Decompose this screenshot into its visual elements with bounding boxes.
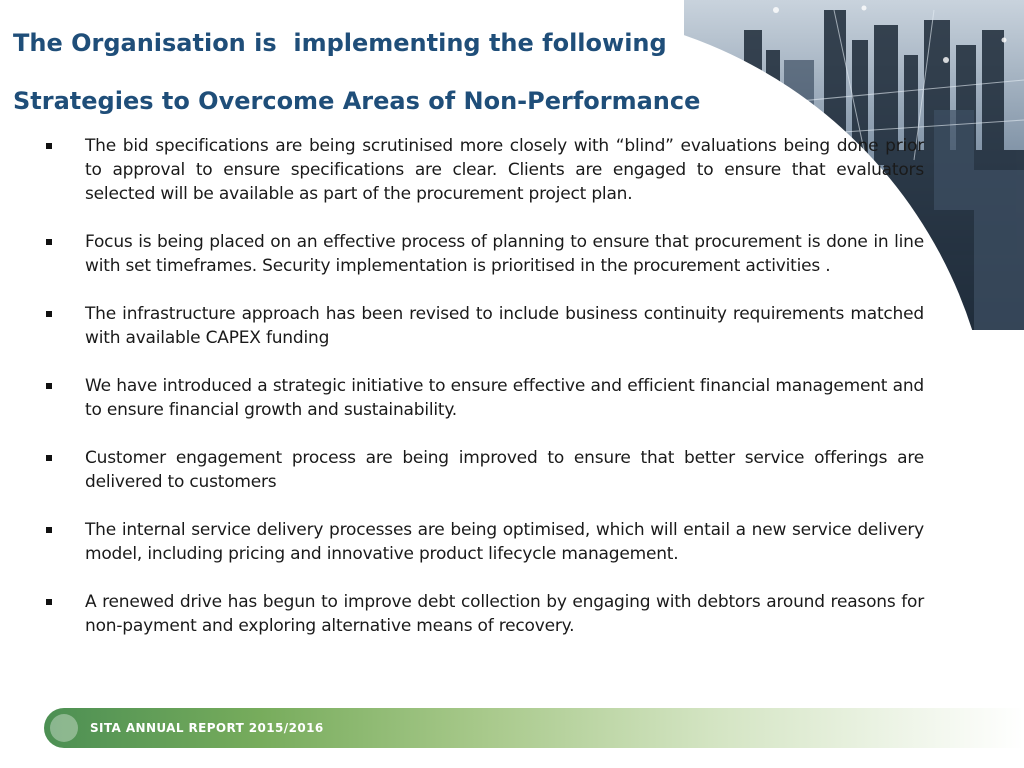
list-item-text: The bid specifications are being scrutinised more closely with “blind” evaluations being done prior to approval to ensure specifications are clear. Clients are engaged to ensure that evaluators selected will be available as part of the procurement project plan. <box>85 136 924 204</box>
list-item-text: Focus is being placed on an effective process of planning to ensure that procurement is done in line with set timeframes. Security implementation is prioritised in the procurement activities . <box>85 232 924 276</box>
square-bullet-icon <box>46 143 52 149</box>
strategy-list <box>46 134 924 662</box>
square-bullet-icon <box>46 599 52 605</box>
square-bullet-icon <box>46 455 52 461</box>
list-item <box>46 230 924 278</box>
list-item <box>46 590 924 638</box>
title-line-1: The Organisation is implementing the following <box>13 29 667 57</box>
list-item <box>46 446 924 494</box>
list-item-text: Customer engagement process are being improved to ensure that better service offerings are delivered to customers <box>85 448 924 492</box>
square-bullet-icon <box>46 383 52 389</box>
list-item <box>46 518 924 566</box>
list-item-text: We have introduced a strategic initiative to ensure effective and efficient financial management and to ensure financial growth and sustainability. <box>85 376 924 420</box>
square-bullet-icon <box>46 527 52 533</box>
title-line-2: Strategies to Overcome Areas of Non-Performance <box>13 87 701 115</box>
list-item-text: A renewed drive has begun to improve debt collection by engaging with debtors around reasons for non-payment and exploring alternative means of recovery. <box>85 592 924 636</box>
list-item <box>46 302 924 350</box>
list-item <box>46 134 924 206</box>
square-bullet-icon <box>46 239 52 245</box>
list-item-text: The internal service delivery processes are being optimised, which will entail a new service delivery model, including pricing and innovative product lifecycle management. <box>85 520 924 564</box>
list-item <box>46 374 924 422</box>
footer-banner <box>44 708 1024 748</box>
footer-label: SITA ANNUAL REPORT 2015/2016 <box>90 721 324 735</box>
square-bullet-icon <box>46 311 52 317</box>
slide-title <box>13 14 773 130</box>
list-item-text: The infrastructure approach has been revised to include business continuity requirements matched with available CAPEX funding <box>85 304 924 348</box>
